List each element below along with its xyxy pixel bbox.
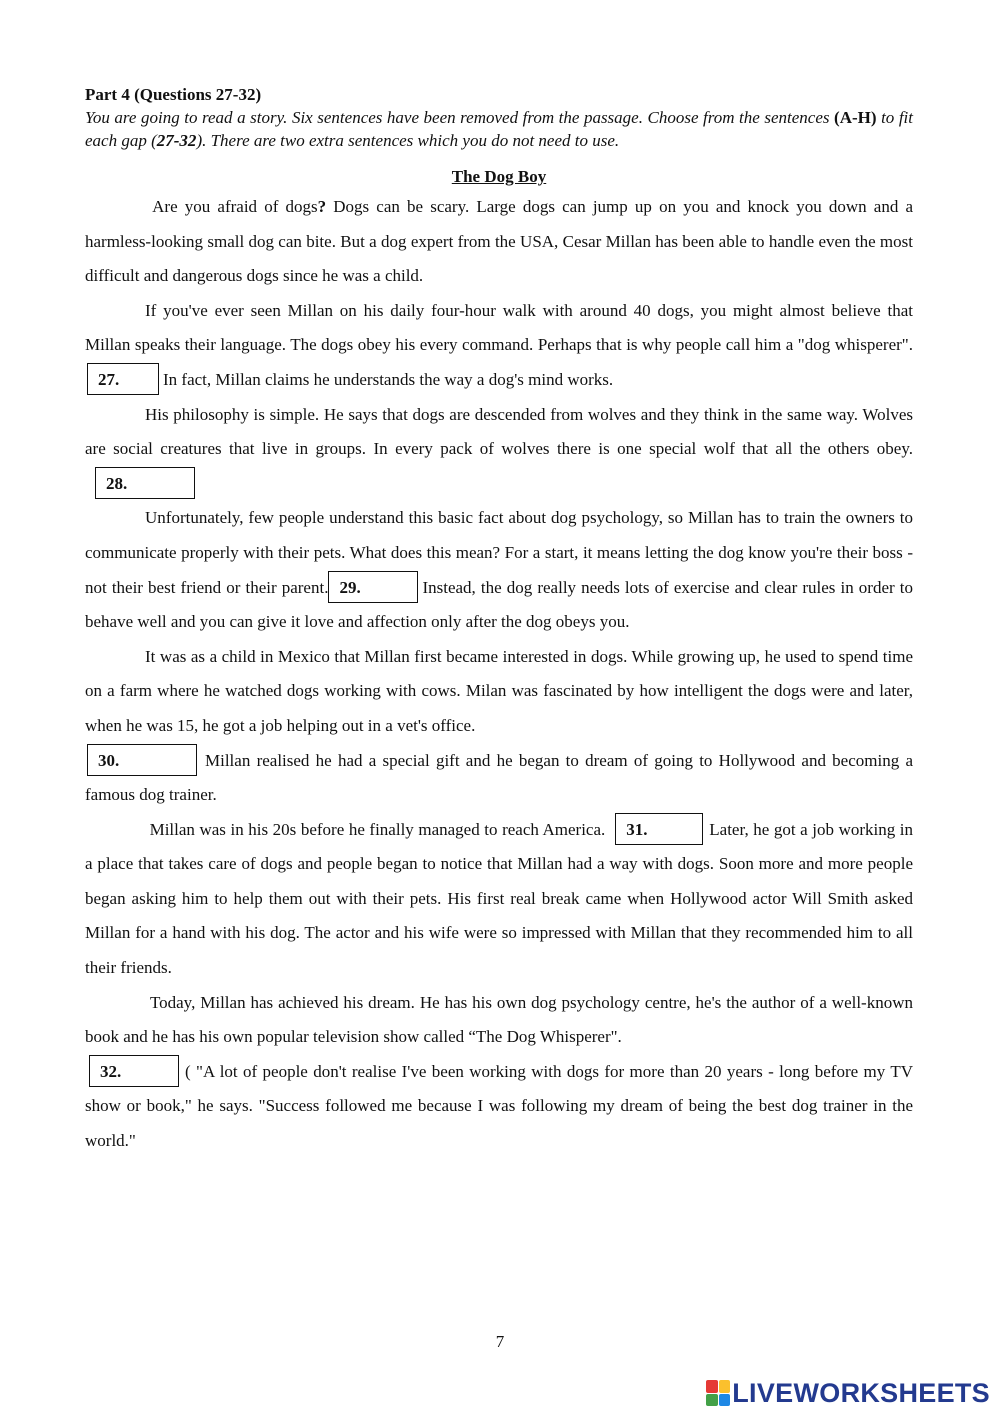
instructions-text-1: You are going to read a story. Six sentences have been removed from the passage. Choose from the sentences — [85, 108, 835, 127]
part-title: Part 4 (Questions 27-32) — [85, 85, 262, 104]
answer-gap-27[interactable]: 27. — [87, 363, 159, 395]
paragraph-1-question-mark: ? — [317, 197, 327, 216]
paragraph-5-text: It was as a child in Mexico that Millan first became interested in dogs. While growing up, he used to spend time on a farm where he watched dogs working with cows. Milan was fascinated by how intelligent the dogs were and later, when he was 15, he got a job helping out in a vet's office. — [85, 646, 913, 735]
paragraph-2-text-b: In fact, Millan claims he understands the way a dog's mind works. — [163, 369, 614, 389]
paragraph-2 — [85, 294, 913, 398]
liveworksheets-brand[interactable] — [706, 1376, 990, 1410]
paragraph-7 — [85, 813, 913, 986]
instructions-italic-bold: 27-32 — [156, 131, 197, 150]
paragraph-2-text-a: If you've ever seen Millan on his daily four-hour walk with around 40 dogs, you might almost believe that Millan speaks their language. The dogs obey his every command. Perhaps that is why people call him a "dog whisperer". — [85, 300, 913, 355]
liveworksheets-logo-icon — [706, 1380, 730, 1406]
paragraph-9 — [85, 1055, 913, 1159]
answer-gap-29[interactable]: 29. — [328, 571, 418, 603]
paragraph-1-text-b: Dogs can be scary. Large dogs can jump up on you and knock you down and a harmless-looking small dog can bite. But a dog expert from the USA, Cesar Millan has been able to handle even the most difficult and dangerous dogs since he was a child. — [85, 197, 914, 286]
paragraph-7-text-b: Later, he got a job working in a place that takes care of dogs and people began to notice that Millan had a way with dogs. Soon more and more people began asking him to help them out with their pets. His first real break came when Hollywood actor Will Smith asked Millan for a hand with his dog. The actor and his wife were so impressed with Millan that they recommended him to all their friends. — [85, 819, 914, 978]
paragraph-7-text-a: Millan was in his 20s before he finally managed to reach America. — [149, 819, 606, 839]
paragraph-3 — [85, 398, 913, 502]
answer-gap-31[interactable]: 31. — [615, 813, 703, 845]
answer-gap-28[interactable]: 28. — [95, 467, 195, 499]
paragraph-8-text: Today, Millan has achieved his dream. He has his own dog psychology centre, he's the author of a well-known book and he has his own popular television show called “The Dog Whisperer". — [85, 992, 913, 1047]
instructions — [85, 106, 913, 152]
story-title: The Dog Boy — [451, 167, 547, 186]
instructions-bold-1: (A-H) — [834, 108, 877, 127]
worksheet-page — [85, 84, 913, 1159]
paragraph-5 — [85, 640, 913, 744]
instructions-text-3: ). There are two extra sentences which you do not need to use. — [196, 131, 620, 150]
page-number: 7 — [495, 1332, 505, 1351]
paragraph-1-text-a: Are you afraid of dogs — [152, 197, 318, 216]
paragraph-6-text: Millan realised he had a special gift and he began to dream of going to Hollywood and becoming a famous dog trainer. — [85, 750, 913, 805]
paragraph-9-text: ( "A lot of people don't realise I've been working with dogs for more than 20 years - long before my TV show or book," he says. "Success followed me because I was following my dream of being the best dog trainer in the world." — [85, 1061, 913, 1151]
paragraph-6 — [85, 744, 913, 813]
answer-gap-32[interactable]: 32. — [89, 1055, 179, 1087]
paragraph-1 — [85, 190, 913, 294]
instructions-text-2: to fit each gap ( — [85, 108, 913, 150]
paragraph-8 — [85, 986, 913, 1055]
paragraph-3-text: His philosophy is simple. He says that dogs are descended from wolves and they think in the same way. Wolves are social creatures that live in groups. In every pack of wolves there is one special wolf that all the others obey. — [85, 404, 913, 459]
paragraph-4-text-a: Unfortunately, few people understand this basic fact about dog psychology, so Millan has to train the owners to communicate properly with their pets. What does this mean? For a start, it means letting the dog know you're their boss - not their best friend or their parent. — [85, 508, 913, 597]
paragraph-4-text-b: Instead, the dog really needs lots of exercise and clear rules in order to behave well and you can give it love and affection only after the dog obeys you. — [85, 577, 913, 632]
paragraph-4 — [85, 501, 913, 639]
answer-gap-30[interactable]: 30. — [87, 744, 197, 776]
brand-name: LIVEWORKSHEETS — [732, 1377, 990, 1408]
